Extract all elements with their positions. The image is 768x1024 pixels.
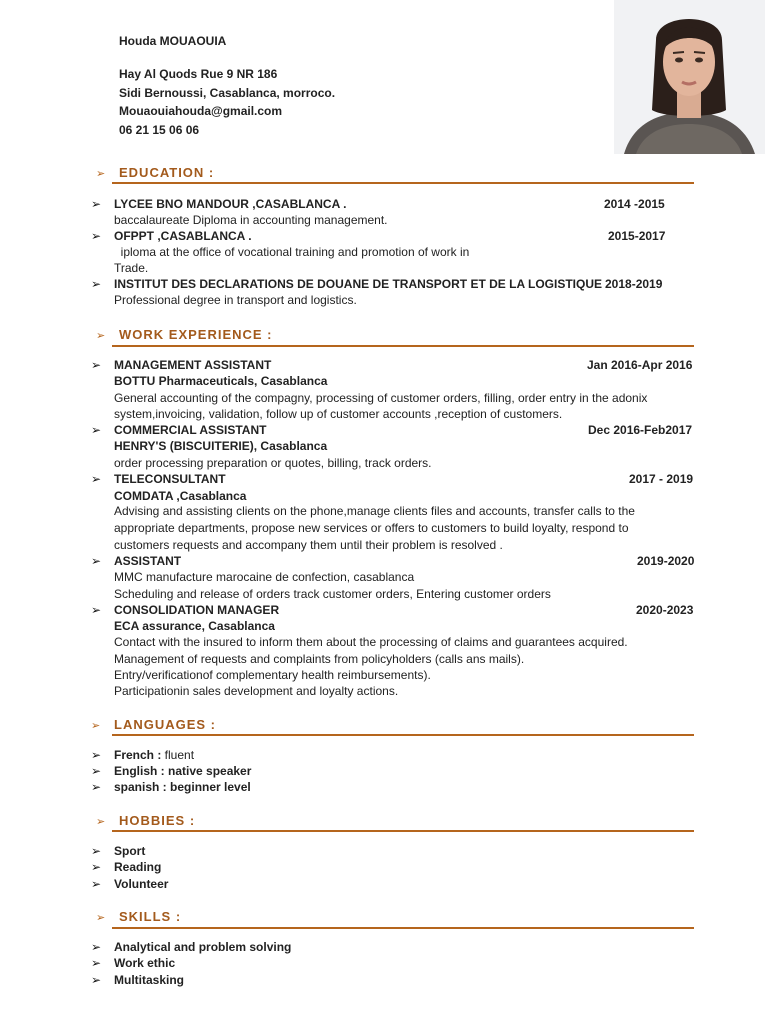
job-date: Jan 2016-Apr 2016 [587,358,693,372]
bullet-icon: ➢ [91,554,102,568]
section-bullet-icon: ➢ [96,330,106,342]
job-company: HENRY'S (BISCUITERIE), Casablanca [114,439,328,453]
candidate-name: Houda MOUAOUIA [119,34,227,48]
job-date: 2017 - 2019 [629,472,694,486]
language-item [114,779,251,795]
skill-item: Analytical and problem solving [114,940,292,954]
education-date: 2014 -2015 [604,197,665,211]
address-line-1: Hay Al Quods Rue 9 NR 186 [119,67,278,81]
job-date: 2020-2023 [636,603,694,617]
section-rule [112,734,694,736]
job-title: MANAGEMENT ASSISTANT [114,358,272,372]
job-desc: Advising and assisting clients on the phone,manage clients files and accounts, transfer calls to the [114,504,635,518]
language-level: fluent [161,748,195,762]
language-name: spanish : [114,780,167,794]
job-title: CONSOLIDATION MANAGER [114,603,280,617]
bullet-icon: ➢ [91,764,102,778]
job-company: ECA assurance, Casablanca [114,619,275,633]
language-name: English : [114,764,165,778]
education-title: OFPPT ,CASABLANCA . [114,229,252,243]
job-desc: order processing preparation or quotes, billing, track orders. [114,456,432,470]
section-title-hobbies: HOBBIES : [119,813,196,828]
bullet-icon: ➢ [91,940,102,954]
section-bullet-icon: ➢ [91,720,101,732]
job-company: MMC manufacture marocaine de confection, casablanca [114,570,415,584]
bullet-icon: ➢ [91,472,102,486]
education-desc: Trade. [114,261,149,275]
hobby-item: Sport [114,844,146,858]
job-desc: Contact with the insured to inform them about the processing of claims and guarantees acquired. [114,635,628,649]
bullet-icon: ➢ [91,956,102,970]
education-desc: Professional degree in transport and logistics. [114,293,357,307]
job-desc: Scheduling and release of orders track customer orders, Entering customer orders [114,587,551,601]
bullet-icon: ➢ [91,780,102,794]
job-desc: customers requests and accompany them until their problem is resolved . [114,538,503,552]
job-title: TELECONSULTANT [114,472,226,486]
bullet-icon: ➢ [91,358,102,372]
language-item [114,747,194,763]
job-title: ASSISTANT [114,554,182,568]
education-date: 2018-2019 [605,277,663,291]
education-title: LYCEE BNO MANDOUR ,CASABLANCA . [114,197,347,211]
job-title: COMMERCIAL ASSISTANT [114,423,267,437]
job-desc: appropriate departments, propose new services or offers to customers to build loyalty, respond to [114,521,629,535]
section-title-languages: LANGUAGES : [114,717,216,732]
job-desc: Participationin sales development and loyalty actions. [114,684,399,698]
section-bullet-icon: ➢ [96,912,106,924]
bullet-icon: ➢ [91,423,102,437]
email: Mouaouiahouda@gmail.com [119,104,283,118]
section-rule [112,345,694,347]
skill-item: Work ethic [114,956,176,970]
education-title: INSTITUT DES DECLARATIONS DE DOUANE DE TRANSPORT ET DE LA LOGISTIQUE [114,277,603,291]
section-rule [112,830,694,832]
language-level: beginner level [166,780,251,794]
skill-item: Multitasking [114,973,185,987]
bullet-icon: ➢ [91,229,102,243]
bullet-icon: ➢ [91,877,102,891]
language-item [114,763,251,779]
profile-photo [614,0,765,154]
bullet-icon: ➢ [91,748,102,762]
bullet-icon: ➢ [91,860,102,874]
section-bullet-icon: ➢ [96,168,106,180]
section-title-education: EDUCATION : [119,165,215,180]
section-title-work: WORK EXPERIENCE : [119,327,273,342]
bullet-icon: ➢ [91,603,102,617]
job-desc: General accounting of the compagny, processing of customer orders, filling, order entry in the adonix [114,391,648,405]
section-title-skills: SKILLS : [119,909,182,924]
hobby-item: Volunteer [114,877,169,891]
job-desc: Entry/verificationof complementary health reimbursements). [114,668,431,682]
education-desc: baccalaureate Diploma in accounting management. [114,213,388,227]
education-desc: iploma at the office of vocational training and promotion of work in [114,245,470,259]
job-desc: system,invoicing, validation, follow up of customer accounts ,reception of customers. [114,407,563,421]
phone: 06 21 15 06 06 [119,123,200,137]
address-line-2: Sidi Bernoussi, Casablanca, morroco. [119,86,336,100]
job-desc: Management of requests and complaints from policyholders (calls ans mails). [114,652,525,666]
education-date: 2015-2017 [608,229,666,243]
bullet-icon: ➢ [91,197,102,211]
section-rule [112,927,694,929]
job-date: Dec 2016-Feb2017 [588,423,693,437]
job-date: 2019-2020 [637,554,695,568]
bullet-icon: ➢ [91,844,102,858]
language-name: French : [114,748,162,762]
section-bullet-icon: ➢ [96,816,106,828]
job-company: BOTTU Pharmaceuticals, Casablanca [114,374,328,388]
language-level: native speaker [164,764,252,778]
section-rule [112,182,694,184]
job-company: COMDATA ,Casablanca [114,489,247,503]
bullet-icon: ➢ [91,973,102,987]
hobby-item: Reading [114,860,162,874]
bullet-icon: ➢ [91,277,102,291]
